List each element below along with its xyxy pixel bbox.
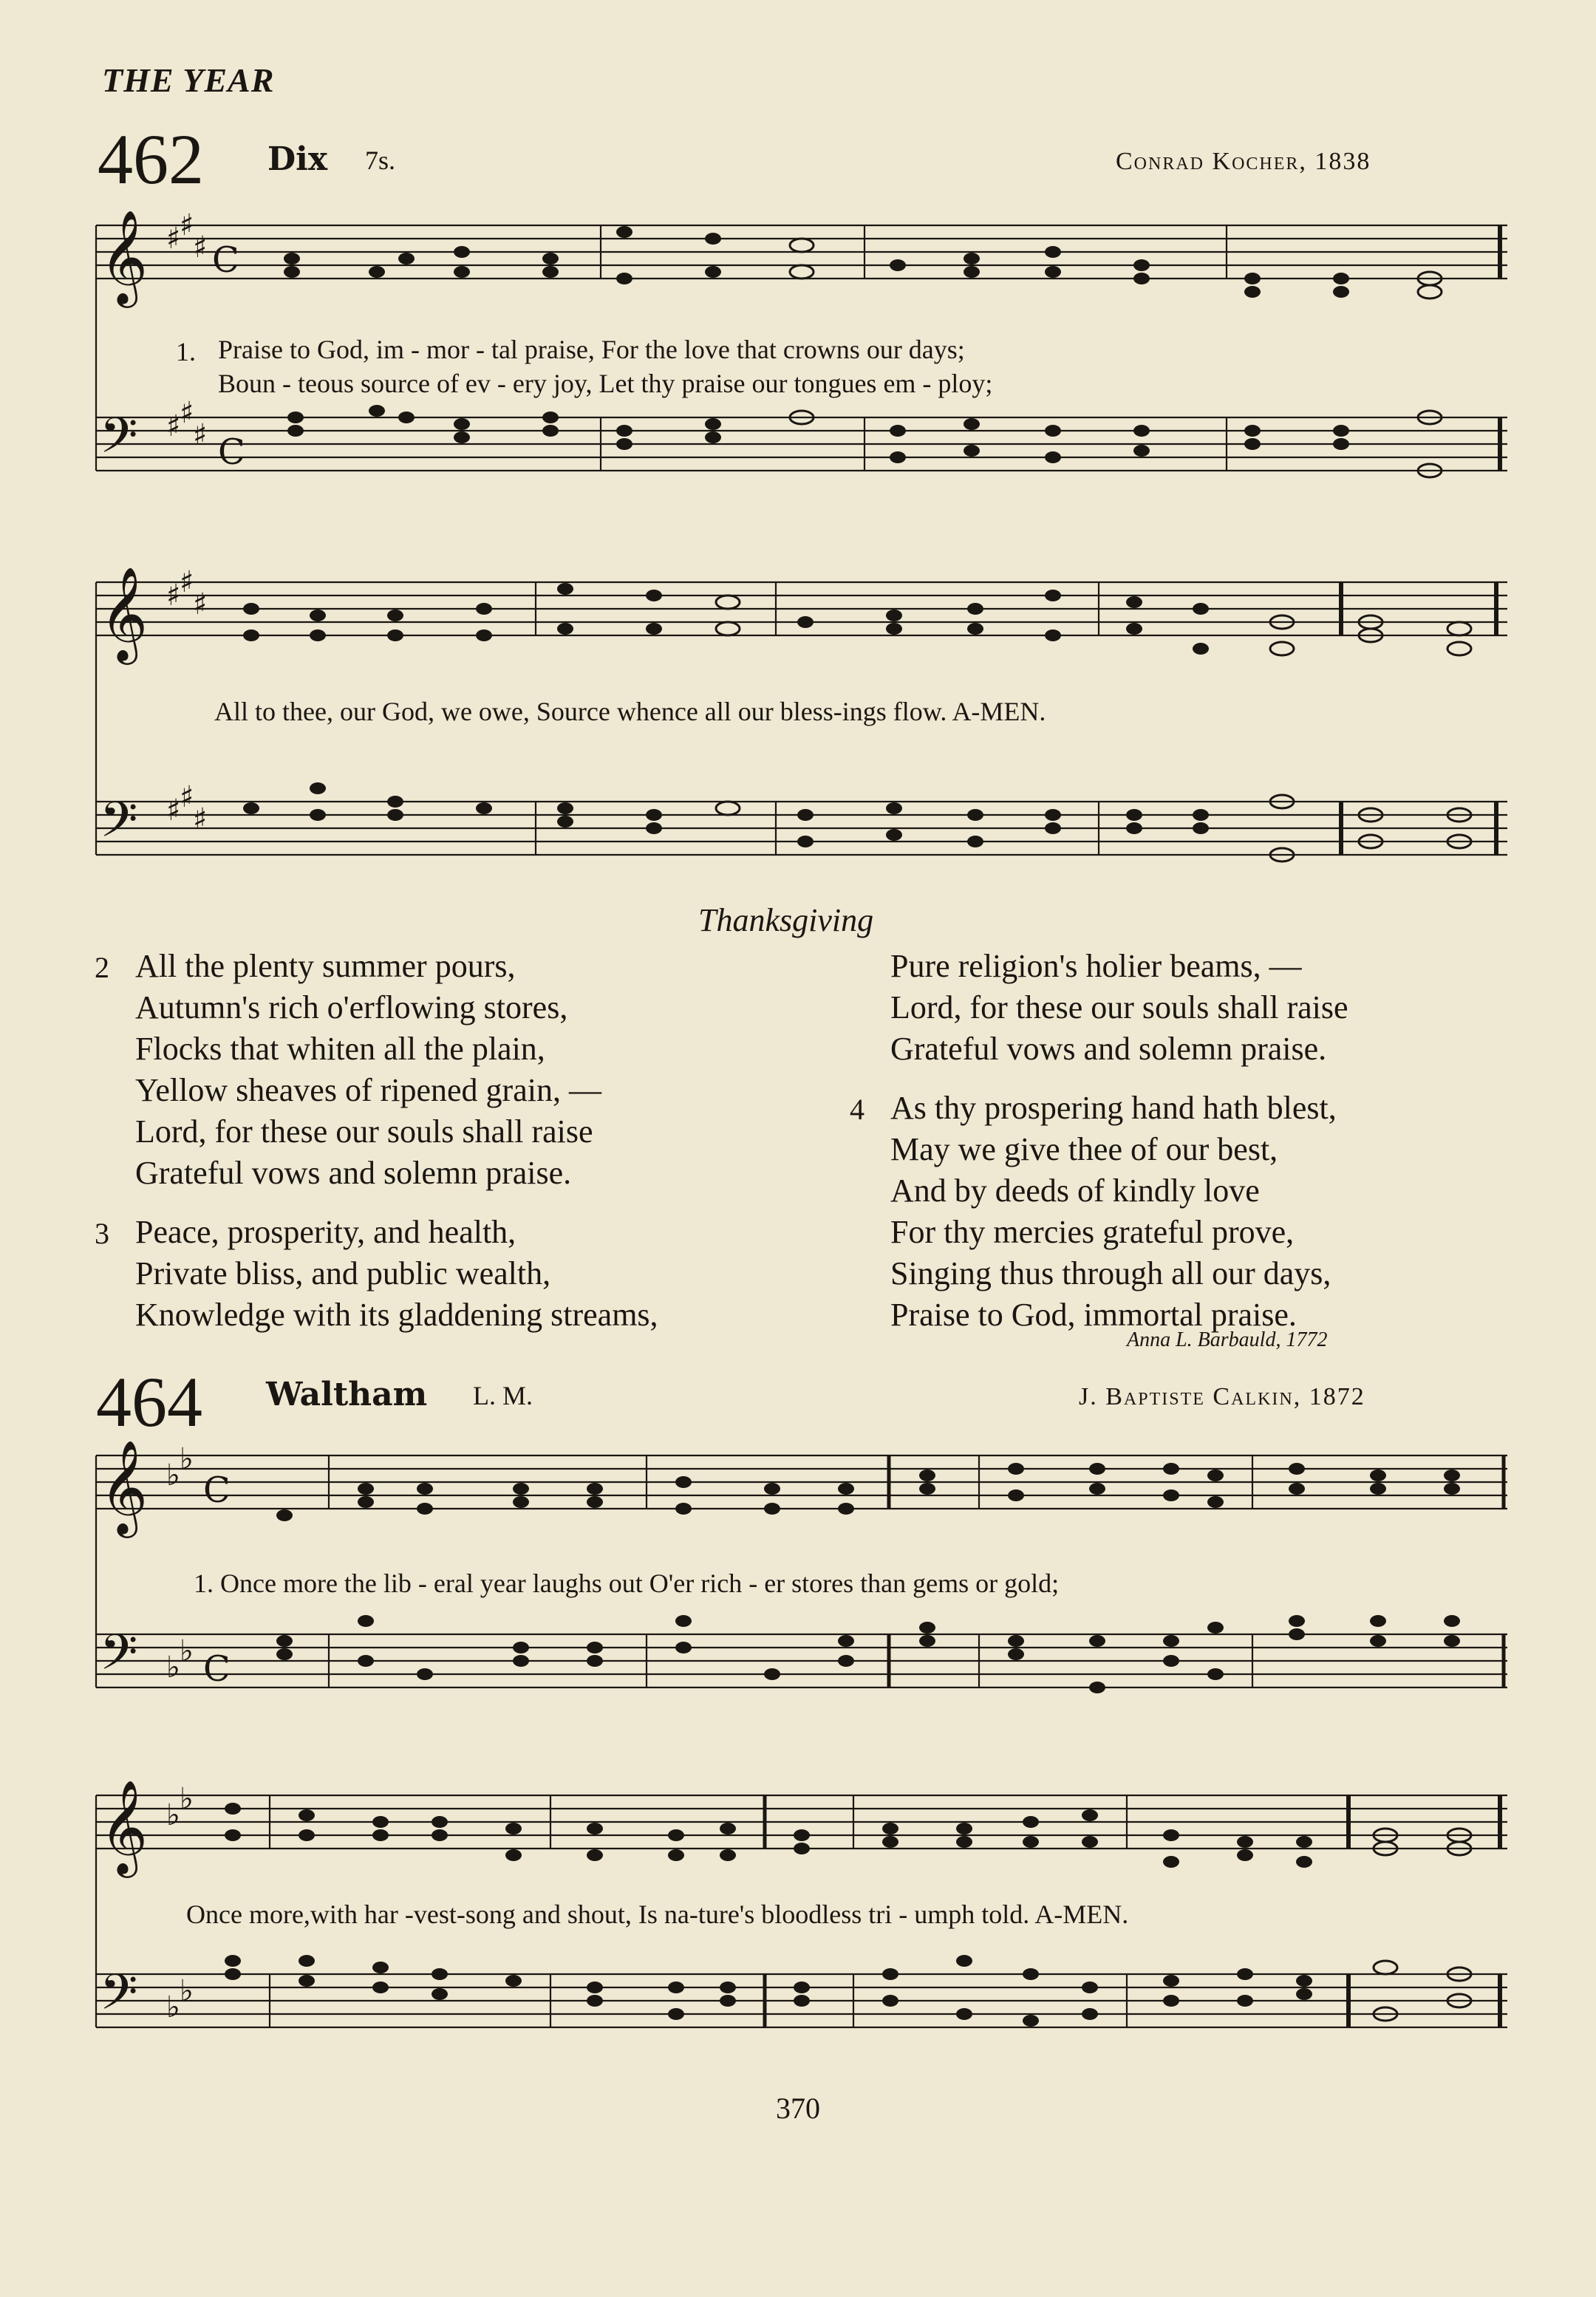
- verse-line: As thy prospering hand hath blest,: [890, 1090, 1337, 1126]
- verse-number: 4: [850, 1093, 864, 1126]
- subtitle-thanksgiving: Thanksgiving: [698, 902, 874, 938]
- lyrics-line-1: Praise to God, im - mor - tal praise, For the love that crowns our days;: [218, 335, 965, 364]
- svg-text:♯: ♯: [166, 409, 181, 443]
- svg-text:♯: ♯: [180, 208, 194, 242]
- svg-text:♭: ♭: [180, 1634, 194, 1668]
- verse-4: [850, 1088, 1348, 1336]
- verse-line: And by deeds of kindly love: [890, 1173, 1260, 1209]
- svg-text:♯: ♯: [166, 578, 181, 612]
- verse-line: Yellow sheaves of ripened grain, —: [135, 1072, 601, 1108]
- stanza-number: 1.: [176, 337, 196, 366]
- svg-text:♯: ♯: [180, 780, 194, 814]
- verse-number: [850, 946, 890, 1070]
- svg-text:C: C: [218, 431, 245, 473]
- verse-line: Autumn's rich o'erflowing stores,: [135, 989, 568, 1025]
- meter-462: 7s.: [365, 146, 396, 175]
- svg-text:♯: ♯: [193, 231, 208, 264]
- svg-text:𝄢: 𝄢: [100, 407, 138, 476]
- verse-line: Grateful vows and solemn praise.: [890, 1031, 1327, 1067]
- verse-line: Flocks that whiten all the plain,: [135, 1031, 545, 1067]
- lyrics-line-3: All to thee, our God, we owe, Source whence all our bless-ings flow. A-MEN.: [214, 697, 1046, 726]
- svg-text:♯: ♯: [193, 802, 208, 836]
- verse-line: Lord, for these our souls shall raise: [135, 1113, 593, 1150]
- verse-line: For thy mercies grateful prove,: [890, 1214, 1295, 1250]
- svg-text:♭: ♭: [180, 1974, 194, 2008]
- verse-line: Private bliss, and public wealth,: [135, 1255, 551, 1291]
- verse-line: Grateful vows and solemn praise.: [135, 1155, 572, 1191]
- svg-text:C: C: [203, 1470, 231, 1511]
- verse-line: Pure religion's holier beams, —: [890, 948, 1302, 984]
- verse-line: Knowledge with its gladdening streams,: [135, 1297, 658, 1333]
- hymn-number-462: 462: [98, 120, 204, 199]
- hymn-number-464: 464: [96, 1362, 202, 1441]
- svg-text:𝄢: 𝄢: [100, 791, 138, 860]
- lyrics-464-line-2: Once more,with har -vest-song and shout, Is na-ture's bloodless tri - umph told. A-MEN.: [186, 1900, 1129, 1929]
- svg-text:♯: ♯: [193, 418, 208, 452]
- verse-line: All the plenty summer pours,: [135, 948, 516, 984]
- lyrics-line-2: Boun - teous source of ev - ery joy, Let thy praise our tongues em - ploy;: [218, 369, 993, 398]
- svg-text:♯: ♯: [180, 565, 194, 599]
- svg-text:𝄢: 𝄢: [100, 1624, 138, 1693]
- svg-text:♭: ♭: [166, 1798, 180, 1832]
- svg-text:C: C: [203, 1648, 231, 1690]
- svg-text:C: C: [212, 239, 239, 281]
- verse-number: 2: [95, 951, 109, 984]
- author-credit: Anna L. Barbauld, 1772: [1127, 1328, 1328, 1351]
- verses-right-column: [850, 946, 1348, 1336]
- meter-464: L. M.: [473, 1381, 533, 1410]
- svg-text:♭: ♭: [166, 1990, 180, 2024]
- verse-3: [95, 1212, 658, 1336]
- svg-text:♭: ♭: [166, 1458, 180, 1492]
- page-number: 370: [776, 2092, 820, 2125]
- verse-number: 3: [95, 1217, 109, 1250]
- svg-text:♯: ♯: [166, 222, 181, 256]
- verse-2: [95, 946, 658, 1194]
- svg-text:𝄞: 𝄞: [100, 566, 149, 661]
- svg-text:♯: ♯: [180, 396, 194, 430]
- svg-text:♭: ♭: [180, 1442, 194, 1476]
- svg-text:𝄞: 𝄞: [100, 209, 149, 304]
- tune-name-waltham: Waltham: [266, 1376, 428, 1413]
- verse-3-continued: [850, 946, 1348, 1070]
- verse-line: Lord, for these our souls shall raise: [890, 989, 1348, 1025]
- verses-left-column: [95, 946, 658, 1336]
- tune-name-dix: Dix: [267, 140, 328, 178]
- verse-line: Singing thus through all our days,: [890, 1255, 1331, 1291]
- svg-text:♯: ♯: [193, 587, 208, 621]
- lyrics-464-line-1: 1. Once more the lib - eral year laughs out O'er rich - er stores than gems or gold;: [194, 1569, 1060, 1598]
- svg-text:𝄞: 𝄞: [100, 1779, 149, 1874]
- svg-text:𝄞: 𝄞: [100, 1439, 149, 1534]
- verse-line: Peace, prosperity, and health,: [135, 1214, 516, 1250]
- svg-text:♭: ♭: [166, 1651, 180, 1685]
- svg-text:♭: ♭: [180, 1782, 194, 1816]
- svg-text:𝄢: 𝄢: [100, 1964, 138, 2033]
- svg-text:♯: ♯: [166, 793, 181, 827]
- composer-462: Conrad Kocher, 1838: [1116, 148, 1371, 175]
- composer-464: J. Baptiste Calkin, 1872: [1079, 1383, 1365, 1410]
- verse-line: May we give thee of our best,: [890, 1131, 1278, 1167]
- verse-line: Praise to God, immortal praise.: [890, 1297, 1297, 1333]
- section-title: THE YEAR: [102, 61, 275, 99]
